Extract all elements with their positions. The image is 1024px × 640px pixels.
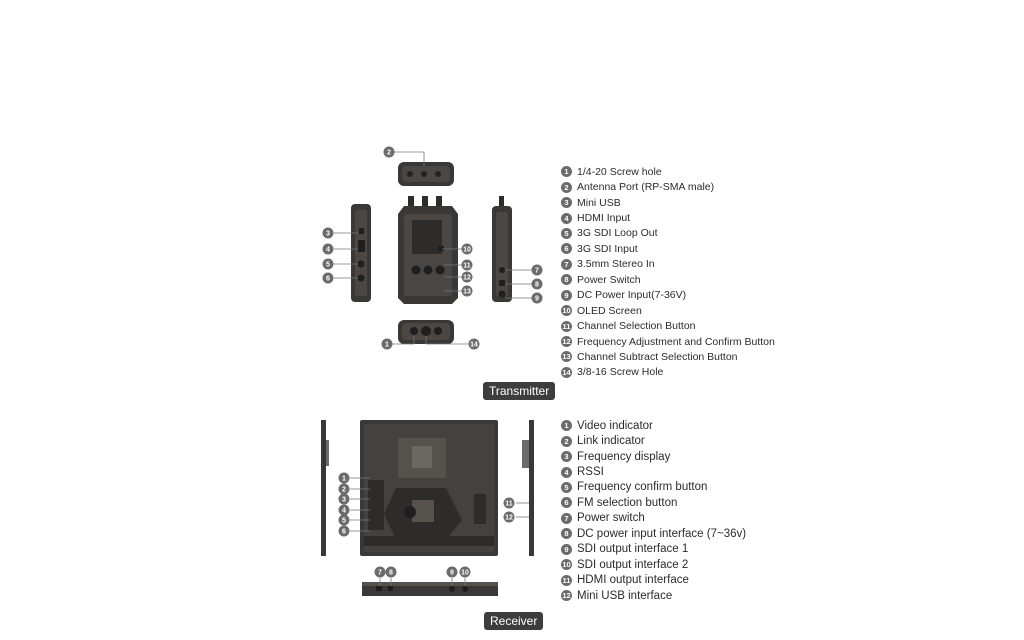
rx-callout [504, 498, 515, 509]
receiver-legend [561, 418, 746, 603]
svg-text:5: 5 [342, 517, 346, 525]
legend-number: 7 [561, 259, 572, 270]
legend-item [561, 542, 746, 557]
svg-text:12: 12 [463, 274, 471, 282]
legend-number: 3 [561, 451, 572, 462]
svg-text:3: 3 [342, 496, 346, 504]
svg-text:10: 10 [461, 569, 469, 577]
legend-item [561, 210, 775, 225]
svg-text:6: 6 [326, 275, 330, 283]
legend-number: 7 [561, 513, 572, 524]
tx-callout [532, 279, 543, 290]
svg-text:12: 12 [505, 514, 513, 522]
svg-text:2: 2 [387, 149, 391, 157]
legend-text: 1/4-20 Screw hole [577, 165, 662, 178]
svg-text:4: 4 [326, 246, 330, 254]
legend-text: Frequency display [577, 450, 671, 463]
legend-number: 2 [561, 436, 572, 447]
legend-item [561, 195, 775, 210]
tx-callout [323, 228, 334, 239]
legend-number: 10 [562, 306, 571, 316]
legend-text: DC Power Input(7-36V) [577, 289, 687, 302]
legend-text: RSSI [577, 466, 604, 479]
legend-text: OLED Screen [577, 304, 642, 317]
legend-item [561, 433, 746, 448]
transmitter-tag: Transmitter [483, 382, 555, 400]
rx-callout [339, 515, 350, 526]
rx-callout [339, 526, 350, 537]
receiver-tag: Receiver [484, 612, 543, 630]
legend-text: Video indicator [577, 419, 653, 432]
tx-callout [384, 147, 395, 158]
legend-number: 12 [562, 591, 571, 601]
tx-callout [323, 244, 334, 255]
svg-text:13: 13 [463, 288, 471, 296]
legend-item [561, 349, 775, 364]
svg-text:4: 4 [342, 507, 346, 515]
transmitter-top-view [394, 152, 454, 186]
rx-callout [375, 567, 386, 578]
legend-item [561, 495, 746, 510]
legend-text: FM selection button [577, 496, 678, 509]
legend-number: 9 [561, 290, 572, 301]
legend-text: DC power input interface (7~36v) [577, 527, 747, 540]
tx-callout [382, 339, 393, 350]
svg-text:7: 7 [535, 267, 539, 275]
tx-callout [323, 273, 334, 284]
rx-callout [339, 484, 350, 495]
svg-text:1: 1 [342, 475, 346, 483]
legend-item [561, 334, 775, 349]
legend-text: SDI output interface 1 [577, 543, 689, 556]
legend-text: 3.5mm Stereo In [577, 258, 655, 271]
tx-callout [323, 259, 334, 270]
receiver-back-view [350, 420, 498, 556]
transmitter-bottom-view [392, 320, 468, 344]
transmitter-legend [561, 164, 775, 380]
legend-text: Channel Selection Button [577, 320, 696, 333]
legend-item [561, 179, 775, 194]
legend-number: 8 [561, 274, 572, 285]
legend-number: 5 [561, 482, 572, 493]
legend-item [561, 588, 746, 603]
legend-text: Power Switch [577, 273, 641, 286]
legend-item [561, 288, 775, 303]
legend-text: Mini USB [577, 196, 621, 209]
svg-text:14: 14 [470, 341, 478, 349]
svg-text:11: 11 [463, 262, 471, 270]
rx-callout [504, 512, 515, 523]
transmitter-left-view [334, 204, 371, 302]
legend-number: 8 [561, 528, 572, 539]
legend-item [561, 464, 746, 479]
legend-item [561, 449, 746, 464]
legend-item [561, 572, 746, 587]
svg-text:5: 5 [326, 261, 330, 269]
legend-item [561, 164, 775, 179]
tx-callout [469, 339, 480, 350]
legend-item [561, 272, 775, 287]
legend-number: 1 [561, 166, 572, 177]
legend-number: 2 [561, 182, 572, 193]
svg-text:11: 11 [505, 500, 513, 508]
legend-number: 3 [561, 197, 572, 208]
tx-callout [462, 272, 473, 283]
legend-text: Link indicator [577, 435, 645, 448]
legend-text: Frequency Adjustment and Confirm Button [577, 335, 775, 348]
legend-number: 10 [562, 560, 571, 570]
legend-text: 3G SDI Input [577, 242, 638, 255]
rx-callout [339, 494, 350, 505]
svg-text:6: 6 [342, 528, 346, 536]
legend-number: 13 [562, 352, 571, 362]
svg-text:8: 8 [389, 569, 393, 577]
legend-number: 11 [562, 321, 571, 331]
legend-number: 5 [561, 228, 572, 239]
legend-number: 6 [561, 243, 572, 254]
rx-callout [460, 567, 471, 578]
svg-text:1: 1 [385, 341, 389, 349]
tx-callout [462, 286, 473, 297]
svg-text:9: 9 [535, 295, 539, 303]
legend-number: 1 [561, 420, 572, 431]
legend-item [561, 318, 775, 333]
svg-text:7: 7 [378, 569, 382, 577]
tx-callout [532, 265, 543, 276]
svg-text:8: 8 [535, 281, 539, 289]
receiver-right-view [516, 420, 534, 556]
receiver-bottom-view [362, 578, 498, 596]
legend-item [561, 226, 775, 241]
legend-text: 3G SDI Loop Out [577, 227, 658, 240]
legend-item [561, 418, 746, 433]
tx-callout [462, 260, 473, 271]
rx-callout [339, 473, 350, 484]
svg-text:9: 9 [450, 569, 454, 577]
rx-callout [386, 567, 397, 578]
svg-text:10: 10 [463, 246, 471, 254]
legend-item [561, 526, 746, 541]
legend-text: Mini USB interface [577, 589, 673, 602]
legend-text: HDMI output interface [577, 574, 689, 587]
svg-text:2: 2 [342, 486, 346, 494]
legend-number: 14 [562, 367, 571, 377]
transmitter-front-view [398, 196, 464, 304]
legend-item [561, 480, 746, 495]
legend-item [561, 365, 775, 380]
transmitter-right-view [492, 196, 532, 302]
legend-text: Channel Subtract Selection Button [577, 350, 738, 363]
legend-text: Frequency confirm button [577, 481, 708, 494]
rx-callout [447, 567, 458, 578]
legend-text: 3/8-16 Screw Hole [577, 366, 664, 379]
legend-number: 12 [562, 337, 571, 347]
svg-text:3: 3 [326, 230, 330, 238]
legend-item [561, 241, 775, 256]
legend-number: 11 [562, 575, 571, 585]
legend-number: 6 [561, 497, 572, 508]
legend-text: SDI output interface 2 [577, 558, 689, 571]
legend-item [561, 511, 746, 526]
legend-text: Antenna Port (RP-SMA male) [577, 181, 715, 194]
legend-item [561, 303, 775, 318]
legend-number: 4 [561, 213, 572, 224]
tx-callout [532, 293, 543, 304]
tx-callout [462, 244, 473, 255]
legend-text: HDMI Input [577, 212, 631, 225]
legend-text: Power switch [577, 512, 645, 525]
legend-item [561, 557, 746, 572]
rx-callout [339, 505, 350, 516]
receiver-left-view [321, 420, 329, 556]
legend-item [561, 257, 775, 272]
legend-number: 9 [561, 544, 572, 555]
legend-number: 4 [561, 467, 572, 478]
